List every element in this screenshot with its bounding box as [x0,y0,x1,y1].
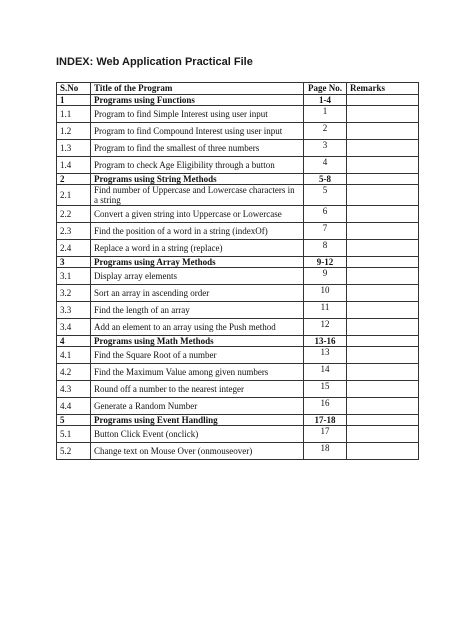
section-row [57,95,419,106]
program-title-cell: Programs using String Methods [91,174,304,185]
remarks-cell [347,257,419,268]
sno-cell: 4.2 [57,364,91,381]
section-row [57,257,419,268]
page-number-cell: 8 [304,240,347,257]
program-title-cell: Programs using Math Methods [91,336,304,347]
program-title-cell: Find the length of an array [91,302,304,319]
page-number-cell: 16 [304,398,347,415]
table-row [57,302,419,319]
sno-cell: 4.3 [57,381,91,398]
sno-cell: 5.1 [57,426,91,443]
page-number-cell: 11 [304,302,347,319]
page-number-cell: 7 [304,223,347,240]
page-number-cell: 13 [304,347,347,364]
program-title-cell: Program to find Simple Interest using user input [91,106,304,123]
table-row [57,123,419,140]
program-title-cell: Program to find Compound Interest using user input [91,123,304,140]
remarks-cell [347,443,419,460]
program-title-cell: Programs using Array Methods [91,257,304,268]
header-title: Title of the Program [91,83,304,95]
program-title-cell: Display array elements [91,268,304,285]
page-number-cell: 1-4 [304,95,347,106]
sno-cell: 3.2 [57,285,91,302]
section-row [57,336,419,347]
sno-cell: 1.4 [57,157,91,174]
remarks-cell [347,347,419,364]
page-number-cell: 2 [304,123,347,140]
section-row [57,415,419,426]
table-row [57,268,419,285]
sno-cell: 3.1 [57,268,91,285]
remarks-cell [347,426,419,443]
table-row [57,206,419,223]
remarks-cell [347,398,419,415]
remarks-cell [347,123,419,140]
remarks-cell [347,319,419,336]
program-title-cell: Add an element to an array using the Push method [91,319,304,336]
header-sno: S.No [57,83,91,95]
table-row [57,364,419,381]
page-number-cell: 9-12 [304,257,347,268]
header-remarks: Remarks [347,83,419,95]
program-title-cell: Sort an array in ascending order [91,285,304,302]
page-number-cell: 5-8 [304,174,347,185]
program-title-cell: Find the Maximum Value among given numbers [91,364,304,381]
page-number-cell: 9 [304,268,347,285]
program-title-cell: Replace a word in a string (replace) [91,240,304,257]
remarks-cell [347,415,419,426]
table-row [57,106,419,123]
sno-cell: 1.3 [57,140,91,157]
remarks-cell [347,174,419,185]
table-row [57,223,419,240]
sno-cell: 2.2 [57,206,91,223]
table-row [57,381,419,398]
remarks-cell [347,223,419,240]
table-row [57,157,419,174]
program-title-cell: Round off a number to the nearest integer [91,381,304,398]
table-row [57,185,419,206]
sno-cell: 4.1 [57,347,91,364]
page-number-cell: 17-18 [304,415,347,426]
page-number-cell: 4 [304,157,347,174]
page-number-cell: 18 [304,443,347,460]
sno-cell: 1.2 [57,123,91,140]
page-number-cell: 12 [304,319,347,336]
remarks-cell [347,157,419,174]
header-page: Page No. [304,83,347,95]
page-number-cell: 1 [304,106,347,123]
sno-cell: 1.1 [57,106,91,123]
remarks-cell [347,95,419,106]
remarks-cell [347,268,419,285]
sno-cell: 5.2 [57,443,91,460]
remarks-cell [347,285,419,302]
table-row [57,140,419,157]
remarks-cell [347,185,419,206]
remarks-cell [347,336,419,347]
table-row [57,240,419,257]
program-title-cell: Program to check Age Eligibility through a button [91,157,304,174]
program-title-cell: Programs using Event Handling [91,415,304,426]
sno-cell: 2 [57,174,91,185]
sno-cell: 4 [57,336,91,347]
program-title-cell: Programs using Functions [91,95,304,106]
program-title-cell: Button Click Event (onclick) [91,426,304,443]
remarks-cell [347,106,419,123]
sno-cell: 2.4 [57,240,91,257]
table-row [57,398,419,415]
section-row [57,174,419,185]
program-title-cell: Find the Square Root of a number [91,347,304,364]
remarks-cell [347,140,419,157]
program-title-cell: Find the position of a word in a string (indexOf) [91,223,304,240]
remarks-cell [347,381,419,398]
program-title-cell: Convert a given string into Uppercase or Lowercase [91,206,304,223]
sno-cell: 1 [57,95,91,106]
sno-cell: 3 [57,257,91,268]
page-number-cell: 15 [304,381,347,398]
remarks-cell [347,240,419,257]
program-title-cell: Program to find the smallest of three numbers [91,140,304,157]
remarks-cell [347,302,419,319]
sno-cell: 4.4 [57,398,91,415]
table-row [57,426,419,443]
page-number-cell: 14 [304,364,347,381]
page-number-cell: 10 [304,285,347,302]
page-number-cell: 5 [304,185,347,206]
sno-cell: 2.1 [57,185,91,206]
table-row [57,285,419,302]
sno-cell: 3.4 [57,319,91,336]
page-number-cell: 17 [304,426,347,443]
table-row [57,443,419,460]
program-title-cell: Find number of Uppercase and Lowercase characters in a string [91,185,304,206]
index-table [56,82,419,460]
program-title-cell: Generate a Random Number [91,398,304,415]
sno-cell: 3.3 [57,302,91,319]
page-number-cell: 13-16 [304,336,347,347]
page-number-cell: 6 [304,206,347,223]
table-row [57,347,419,364]
sno-cell: 5 [57,415,91,426]
table-row [57,319,419,336]
remarks-cell [347,206,419,223]
program-title-cell: Change text on Mouse Over (onmouseover) [91,443,304,460]
table-header-row [57,83,419,95]
page-title: INDEX: Web Application Practical File [56,56,253,68]
sno-cell: 2.3 [57,223,91,240]
table-body [57,95,419,460]
page-number-cell: 3 [304,140,347,157]
remarks-cell [347,364,419,381]
